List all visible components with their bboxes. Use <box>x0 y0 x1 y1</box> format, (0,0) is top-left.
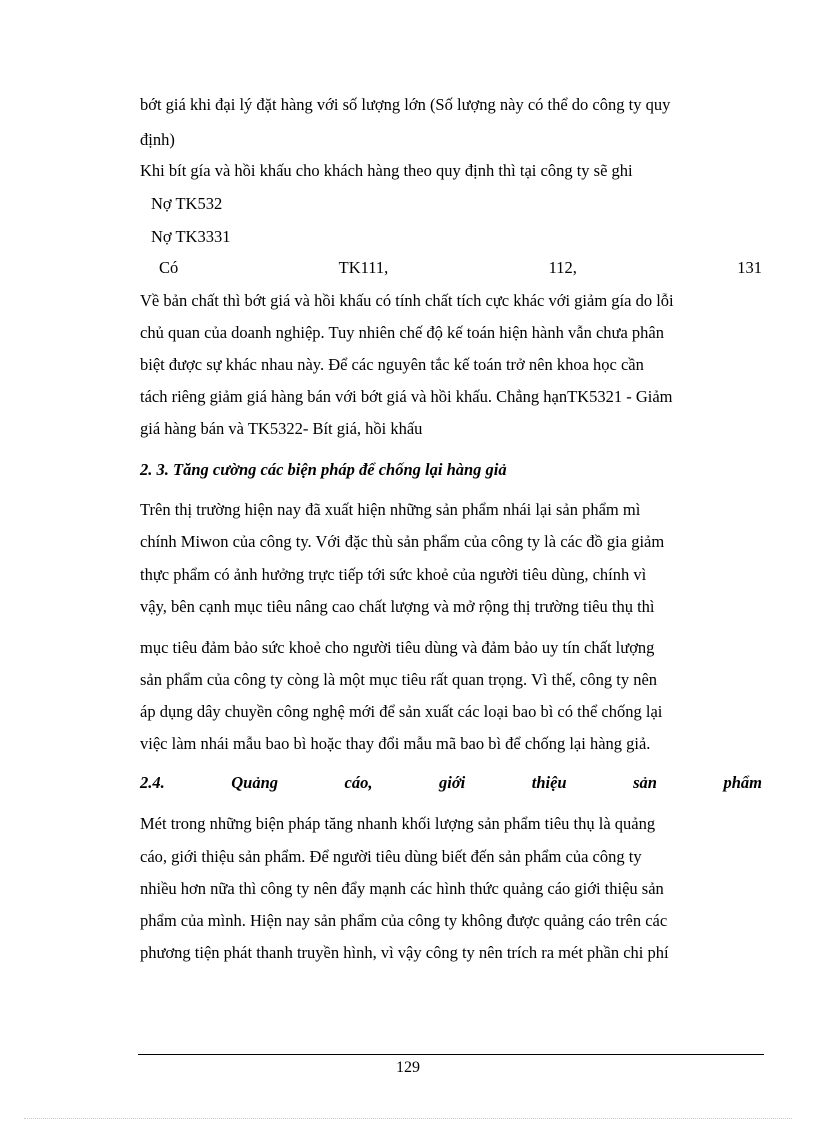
credit-word: 131 <box>737 258 762 277</box>
heading-word: thiệu <box>531 773 567 792</box>
paragraph-line: Khi bít gía và hồi khấu cho khách hàng theo quy định thì tại công ty sẽ ghi <box>140 161 633 180</box>
credit-entry <box>159 257 762 279</box>
paragraph-line: việc làm nhái mẫu bao bì hoặc thay đổi mẫu mã bao bì để chống lại hàng giả. <box>140 734 651 753</box>
heading-word: sản <box>633 773 657 792</box>
paragraph-line: vậy, bên cạnh mục tiêu nâng cao chất lượng và mở rộng thị trường tiêu thụ thì <box>140 597 655 616</box>
heading-word: giới <box>438 773 466 792</box>
page-number: 129 <box>396 1059 420 1076</box>
page-edge-divider <box>24 1118 792 1119</box>
paragraph-line: Mét trong những biện pháp tăng nhanh khối lượng sản phẩm tiêu thụ là quảng <box>140 814 656 833</box>
credit-word: 112, <box>548 258 577 277</box>
paragraph-line: biệt được sự khác nhau này. Để các nguyên tắc kế toán trở nên khoa học cần <box>140 355 644 374</box>
footer-rule <box>138 1054 764 1055</box>
paragraph-line: tách riêng giảm giá hàng bán với bớt giá và hồi khấu. Chẳng hạnTK5321 - Giảm <box>140 387 673 406</box>
paragraph-line: Về bản chất thì bớt giá và hồi khấu có tính chất tích cực khác với giảm gía do lỗi <box>140 291 674 310</box>
paragraph-line: sản phẩm của công ty còng là một mục tiêu rất quan trọng. Vì thế, công ty nên <box>140 670 658 689</box>
credit-word: Có <box>159 258 179 277</box>
paragraph-line: Trên thị trường hiện nay đã xuất hiện những sản phẩm nhái lại sản phẩm mì <box>140 500 641 519</box>
paragraph-line: định) <box>140 130 175 149</box>
heading-word: 2.4. <box>140 773 165 792</box>
paragraph-line: giá hàng bán và TK5322- Bít giá, hồi khấu <box>140 419 423 438</box>
paragraph-line: nhiều hơn nữa thì công ty nên đẩy mạnh các hình thức quảng cáo giới thiệu sản <box>140 879 664 898</box>
heading-word: Quảng <box>231 773 279 792</box>
heading-word: phẩm <box>723 773 762 792</box>
section-heading <box>140 772 762 794</box>
debit-entry: Nợ TK3331 <box>151 227 231 246</box>
paragraph-line: mục tiêu đảm bảo sức khoẻ cho người tiêu dùng và đảm bảo uy tín chất lượng <box>140 638 655 657</box>
paragraph-line: chính Miwon của công ty. Với đặc thù sản phẩm của công ty là các đồ gia giảm <box>140 532 665 551</box>
paragraph-line: phương tiện phát thanh truyền hình, vì vậy công ty nên trích ra mét phần chi phí <box>140 943 669 962</box>
heading-word: cáo, <box>344 773 373 792</box>
paragraph-line: phẩm của mình. Hiện nay sản phẩm của công ty không được quảng cáo trên các <box>140 911 668 930</box>
credit-word: TK111, <box>338 258 389 277</box>
paragraph-line: thực phẩm có ảnh hưởng trực tiếp tới sức khoẻ của người tiêu dùng, chính vì <box>140 565 647 584</box>
paragraph-line: áp dụng dây chuyền công nghệ mới để sản xuất các loại bao bì có thể chống lại <box>140 702 663 721</box>
paragraph-line: chủ quan của doanh nghiệp. Tuy nhiên chế độ kế toán hiện hành vẫn chưa phân <box>140 323 664 342</box>
paragraph-line: cáo, giới thiệu sản phẩm. Để người tiêu dùng biết đến sản phẩm của công ty <box>140 847 642 866</box>
paragraph-line: bớt giá khi đại lý đặt hàng với số lượng lớn (Số lượng này có thể do công ty quy <box>140 95 671 114</box>
debit-entry: Nợ TK532 <box>151 194 223 213</box>
section-heading: 2. 3. Tăng cường các biện pháp để chống lại hàng giả <box>140 460 507 479</box>
